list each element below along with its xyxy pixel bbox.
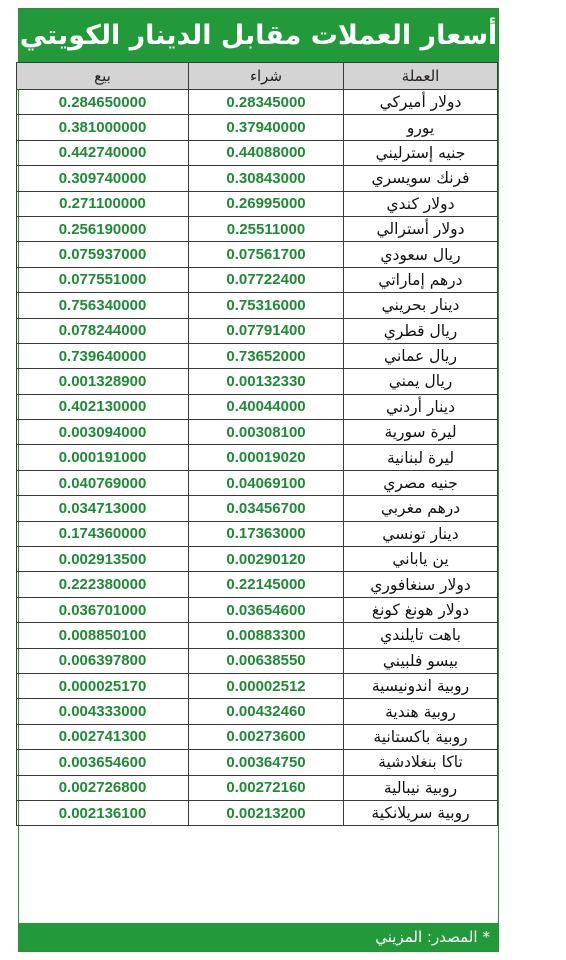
currency-name: ريال عماني bbox=[344, 343, 498, 368]
sell-rate: 0.075937000 bbox=[17, 242, 189, 267]
table-row bbox=[17, 293, 498, 318]
sell-rate: 0.003094000 bbox=[17, 420, 189, 445]
source-text: المصدر: المزيني bbox=[375, 928, 478, 946]
exchange-rates-card bbox=[18, 8, 499, 952]
table-row bbox=[17, 673, 498, 698]
buy-rate: 0.03456700 bbox=[189, 496, 344, 521]
sell-rate: 0.003654600 bbox=[17, 750, 189, 775]
buy-rate: 0.00272160 bbox=[189, 775, 344, 800]
buy-rate: 0.00364750 bbox=[189, 750, 344, 775]
table-row bbox=[17, 318, 498, 343]
table-row bbox=[17, 547, 498, 572]
table-row bbox=[17, 267, 498, 292]
buy-rate: 0.00308100 bbox=[189, 420, 344, 445]
buy-rate: 0.75316000 bbox=[189, 293, 344, 318]
sell-rate: 0.034713000 bbox=[17, 496, 189, 521]
buy-rate: 0.04069100 bbox=[189, 470, 344, 495]
currency-name: دينار أردني bbox=[344, 394, 498, 419]
buy-rate: 0.30843000 bbox=[189, 166, 344, 191]
table-row bbox=[17, 343, 498, 368]
footnote-star: * bbox=[482, 928, 490, 946]
sell-rate: 0.222380000 bbox=[17, 572, 189, 597]
currency-name: بيسو فلبيني bbox=[344, 648, 498, 673]
buy-rate: 0.44088000 bbox=[189, 140, 344, 165]
buy-rate: 0.40044000 bbox=[189, 394, 344, 419]
buy-rate: 0.00638550 bbox=[189, 648, 344, 673]
table-row bbox=[17, 521, 498, 546]
table-body bbox=[17, 90, 498, 826]
sell-rate: 0.000025170 bbox=[17, 673, 189, 698]
buy-rate: 0.00432460 bbox=[189, 699, 344, 724]
currency-name: ريال يمني bbox=[344, 369, 498, 394]
exchange-rates-table bbox=[16, 62, 498, 826]
currency-name: تاكا بنغلادشية bbox=[344, 750, 498, 775]
column-header-buy: شراء bbox=[189, 63, 344, 90]
sell-rate: 0.006397800 bbox=[17, 648, 189, 673]
currency-name: روبية نيبالية bbox=[344, 775, 498, 800]
table-row bbox=[17, 445, 498, 470]
table-row bbox=[17, 623, 498, 648]
buy-rate: 0.17363000 bbox=[189, 521, 344, 546]
sell-rate: 0.402130000 bbox=[17, 394, 189, 419]
currency-name: ريال قطري bbox=[344, 318, 498, 343]
table-row bbox=[17, 470, 498, 495]
buy-rate: 0.28345000 bbox=[189, 90, 344, 115]
currency-name: ين ياباني bbox=[344, 547, 498, 572]
currency-name: ريال سعودي bbox=[344, 242, 498, 267]
currency-name: دولار أميركي bbox=[344, 90, 498, 115]
sell-rate: 0.077551000 bbox=[17, 267, 189, 292]
table-row bbox=[17, 648, 498, 673]
currency-name: ليرة لبنانية bbox=[344, 445, 498, 470]
table-row bbox=[17, 394, 498, 419]
currency-name: جنيه مصري bbox=[344, 470, 498, 495]
sell-rate: 0.442740000 bbox=[17, 140, 189, 165]
sell-rate: 0.271100000 bbox=[17, 191, 189, 216]
currency-name: روبية هندية bbox=[344, 699, 498, 724]
table-row bbox=[17, 750, 498, 775]
table-row bbox=[17, 572, 498, 597]
table-row bbox=[17, 242, 498, 267]
sell-rate: 0.381000000 bbox=[17, 115, 189, 140]
sell-rate: 0.309740000 bbox=[17, 166, 189, 191]
table-row bbox=[17, 191, 498, 216]
buy-rate: 0.07722400 bbox=[189, 267, 344, 292]
table-row bbox=[17, 597, 498, 622]
currency-name: دولار هونغ كونغ bbox=[344, 597, 498, 622]
table-row bbox=[17, 140, 498, 165]
sell-rate: 0.001328900 bbox=[17, 369, 189, 394]
table-row bbox=[17, 369, 498, 394]
column-header-sell: بيع bbox=[17, 63, 189, 90]
sell-rate: 0.284650000 bbox=[17, 90, 189, 115]
currency-name: دولار أسترالي bbox=[344, 216, 498, 241]
table-row bbox=[17, 699, 498, 724]
currency-name: ليرة سورية bbox=[344, 420, 498, 445]
sell-rate: 0.174360000 bbox=[17, 521, 189, 546]
buy-rate: 0.37940000 bbox=[189, 115, 344, 140]
currency-name: درهم مغربي bbox=[344, 496, 498, 521]
table-row bbox=[17, 90, 498, 115]
buy-rate: 0.00883300 bbox=[189, 623, 344, 648]
currency-name: روبية سريلانكية bbox=[344, 800, 498, 825]
sell-rate: 0.040769000 bbox=[17, 470, 189, 495]
sell-rate: 0.002913500 bbox=[17, 547, 189, 572]
buy-rate: 0.00213200 bbox=[189, 800, 344, 825]
sell-rate: 0.008850100 bbox=[17, 623, 189, 648]
buy-rate: 0.00002512 bbox=[189, 673, 344, 698]
buy-rate: 0.00132330 bbox=[189, 369, 344, 394]
currency-name: روبية باكستانية bbox=[344, 724, 498, 749]
currency-name: يورو bbox=[344, 115, 498, 140]
source-footer bbox=[19, 923, 498, 951]
buy-rate: 0.00290120 bbox=[189, 547, 344, 572]
currency-name: جنيه إسترليني bbox=[344, 140, 498, 165]
page-title: أسعار العملات مقابل الدينار الكويتي bbox=[19, 9, 498, 62]
buy-rate: 0.07561700 bbox=[189, 242, 344, 267]
currency-name: فرنك سويسري bbox=[344, 166, 498, 191]
table-row bbox=[17, 420, 498, 445]
buy-rate: 0.73652000 bbox=[189, 343, 344, 368]
table-row bbox=[17, 775, 498, 800]
sell-rate: 0.036701000 bbox=[17, 597, 189, 622]
buy-rate: 0.07791400 bbox=[189, 318, 344, 343]
buy-rate: 0.00273600 bbox=[189, 724, 344, 749]
sell-rate: 0.739640000 bbox=[17, 343, 189, 368]
sell-rate: 0.078244000 bbox=[17, 318, 189, 343]
table-row bbox=[17, 216, 498, 241]
buy-rate: 0.25511000 bbox=[189, 216, 344, 241]
table-header-row bbox=[17, 63, 498, 90]
sell-rate: 0.002726800 bbox=[17, 775, 189, 800]
column-header-currency: العملة bbox=[344, 63, 498, 90]
currency-name: باهت تايلندي bbox=[344, 623, 498, 648]
buy-rate: 0.03654600 bbox=[189, 597, 344, 622]
currency-name: دولار كندي bbox=[344, 191, 498, 216]
currency-name: روبية اندونيسية bbox=[344, 673, 498, 698]
table-row bbox=[17, 724, 498, 749]
currency-name: دولار سنغافوري bbox=[344, 572, 498, 597]
currency-name: دينار بحريني bbox=[344, 293, 498, 318]
currency-name: دينار تونسي bbox=[344, 521, 498, 546]
sell-rate: 0.002741300 bbox=[17, 724, 189, 749]
buy-rate: 0.22145000 bbox=[189, 572, 344, 597]
sell-rate: 0.004333000 bbox=[17, 699, 189, 724]
sell-rate: 0.002136100 bbox=[17, 800, 189, 825]
table-row bbox=[17, 800, 498, 825]
currency-name: درهم إماراتي bbox=[344, 267, 498, 292]
table-row bbox=[17, 496, 498, 521]
table-row bbox=[17, 166, 498, 191]
table-row bbox=[17, 115, 498, 140]
sell-rate: 0.000191000 bbox=[17, 445, 189, 470]
buy-rate: 0.26995000 bbox=[189, 191, 344, 216]
sell-rate: 0.256190000 bbox=[17, 216, 189, 241]
buy-rate: 0.00019020 bbox=[189, 445, 344, 470]
sell-rate: 0.756340000 bbox=[17, 293, 189, 318]
